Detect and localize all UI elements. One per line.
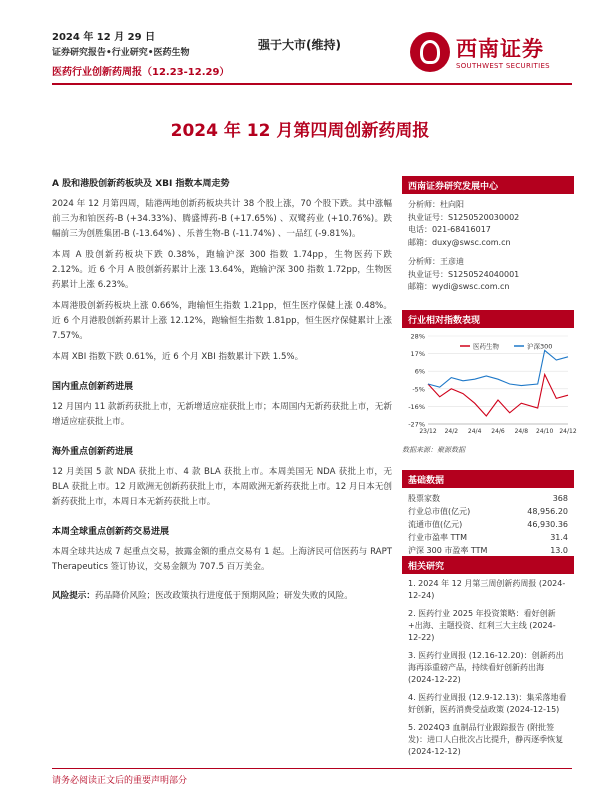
paragraph: 本周港股创新药板块上涨 0.66%，跑输恒生指数 1.21pp，恒生医疗保健上涨 0.48%。近 6 个月港股创新药累计上涨 12.12%，跑输恒生指数 1.81pp，恒生医疗保健累计上涨 7.57%。 <box>52 301 392 341</box>
y-tick-label: -5% <box>412 385 425 394</box>
table-row: 流通市值(亿元) 46,930.36 <box>408 520 568 529</box>
risk-text: 药品降价风险；医改政策执行进度低于预期风险；研发失败的风险。 <box>94 591 353 601</box>
footer-disclaimer[interactable]: 请务必阅读正文后的重要声明部分 <box>52 776 188 786</box>
paragraph: 12 月国内 11 款新药获批上市，无新增适应症获批上市；本周国内无新药获批上市，无新增适应症获批上市。 <box>52 402 392 427</box>
x-tick-label: 24/8 <box>514 428 529 435</box>
table-row: 沪深 300 市盈率 TTM 13.0 <box>408 546 568 555</box>
relative-index-chart <box>402 328 577 440</box>
y-tick-label: 17% <box>410 350 425 359</box>
y-tick-label: 6% <box>414 367 425 376</box>
paragraph: 12 月美国 5 款 NDA 获批上市、4 款 BLA 获批上市。本周美国无 NDA 获批上市，无 BLA 获批上市。12 月欧洲无创新药获批上市，本周欧洲无新药获批上市。12 月日本无创新药获批上市，本周日本无新药获批上市。 <box>52 467 392 507</box>
chart-source: 数据来源：聚源数据 <box>402 446 465 454</box>
related-report-link[interactable]: 2. 医药行业 2025 年投资策略：看好创新+出海、主题投资、红利三大主线 (2024-12-22) <box>408 609 556 642</box>
risk-warning <box>52 589 392 604</box>
header-divider <box>52 83 572 85</box>
risk-label: 风险提示： <box>52 591 95 601</box>
section-heading: A 股和港股创新药板块及 XBI 指数本周走势 <box>52 179 230 189</box>
sidebar-chart-header <box>402 310 574 328</box>
x-tick-label: 24/10 <box>536 428 554 435</box>
sidebar-basic-data <box>402 470 574 557</box>
logo-mark-icon <box>410 32 450 72</box>
section-heading: 本周全球重点创新药交易进展 <box>52 527 170 537</box>
paragraph: 本周 XBI 指数下跌 0.61%，近 6 个月 XBI 指数累计下跌 1.5%。 <box>52 352 304 362</box>
section-heading: 国内重点创新药进展 <box>52 382 134 392</box>
y-tick-label: -27% <box>408 420 425 429</box>
table-row: 行业总市值(亿元) 48,956.20 <box>408 507 568 516</box>
analyst-email[interactable]: 邮箱：duxy@swsc.com.cn <box>408 237 511 247</box>
x-tick-label: 24/12 <box>559 428 577 435</box>
sidebar-title-related: 相关研究 <box>402 556 574 574</box>
table-row: 股票家数 368 <box>408 494 568 503</box>
series-line-csi300 <box>428 350 568 387</box>
related-report-link[interactable]: 4. 医药行业周报 (12.9-12.13)：集采落地看好创新，医药消费受益政策 (2024-12-15) <box>408 693 567 714</box>
report-category: 证券研究报告•行业研究•医药生物 <box>52 48 190 58</box>
section-heading: 海外重点创新药进展 <box>52 447 134 457</box>
logo-text-cn: 西南证券 <box>456 36 544 61</box>
analyst-license: 执业证号：S1250520030002 <box>408 212 520 222</box>
y-tick-label: 28% <box>410 332 425 341</box>
series-line-pharma <box>428 374 568 416</box>
analyst-phone: 电话：021-68416017 <box>408 225 491 234</box>
paragraph: 本周 A 股创新药板块下跌 0.38%，跑输沪深 300 指数 1.74pp，生物医药下跌 2.12%。近 6 个月 A 股创新药累计上涨 13.64%，跑输沪深 300 指数 1.72pp，生物医药累计上涨 6.23%。 <box>52 250 392 290</box>
sidebar-title-basic: 基础数据 <box>402 470 574 488</box>
y-tick-label: -16% <box>408 402 425 411</box>
logo-text-en: SOUTHWEST SECURITIES <box>456 62 550 70</box>
x-tick-label: 23/12 <box>419 428 437 435</box>
legend-label: 医药生物 <box>473 342 499 351</box>
related-report-link[interactable]: 1. 2024 年 12 月第三周创新药周报 (2024-12-24) <box>408 579 566 600</box>
legend-label: 沪深300 <box>527 342 553 351</box>
sidebar-title-chart: 行业相对指数表现 <box>402 310 574 328</box>
company-logo <box>410 30 570 78</box>
sidebar-analysts <box>402 176 574 299</box>
footer-divider <box>52 768 572 769</box>
report-title: 2024 年 12 月第四周创新药周报 <box>170 121 430 141</box>
chart-svg <box>402 328 577 440</box>
paragraph: 2024 年 12 月第四周，陆港两地创新药板块共计 38 个股上涨，70 个股下跌。其中涨幅前三为和铂医药-B (+34.33%)、腾盛博药-B (+17.65%) 、双鹭药业 (+10.76%)。跌幅前三为创胜集团-B (-13.64%) 、乐普生物-B (-11.74%) 、一品红 (-9.81%)。 <box>52 199 392 239</box>
report-series: 医药行业创新药周报（12.23-12.29） <box>52 67 230 78</box>
report-date: 2024 年 12 月 29 日 <box>52 32 156 43</box>
sidebar-title-team: 西南证券研究发展中心 <box>402 176 574 194</box>
x-tick-label: 24/2 <box>444 428 459 435</box>
analyst-name: 分析师：杜向阳 <box>408 200 464 209</box>
main-content <box>52 176 392 610</box>
sidebar-related <box>402 556 574 764</box>
table-row: 行业市盈率 TTM 31.4 <box>408 533 568 542</box>
related-report-link[interactable]: 3. 医药行业周报 (12.16-12.20)：创新药出海再添重磅产品，持续看好创新药出海 (2024-12-22) <box>408 651 564 684</box>
analyst-email[interactable]: 邮箱：wydi@swsc.com.cn <box>408 282 510 291</box>
related-report-link[interactable]: 5. 2024Q3 血制品行业跟踪报告 (附批签发)：进口人白批次占比提升，静丙逐季恢复 (2024-12-12) <box>408 723 564 756</box>
paragraph: 本周全球共达成 7 起重点交易，披露金额的重点交易有 1 起。上海济民可信医药与 RAPT Therapeutics 签订协议，交易金额为 707.5 百万美金。 <box>52 547 392 572</box>
analyst-license: 执业证号：S1250524040001 <box>408 269 520 279</box>
rating: 强于大市(维持) <box>258 38 341 52</box>
x-tick-label: 24/6 <box>491 428 505 435</box>
analyst-name: 分析师：王彦迪 <box>408 257 464 266</box>
x-tick-label: 24/4 <box>467 428 482 435</box>
